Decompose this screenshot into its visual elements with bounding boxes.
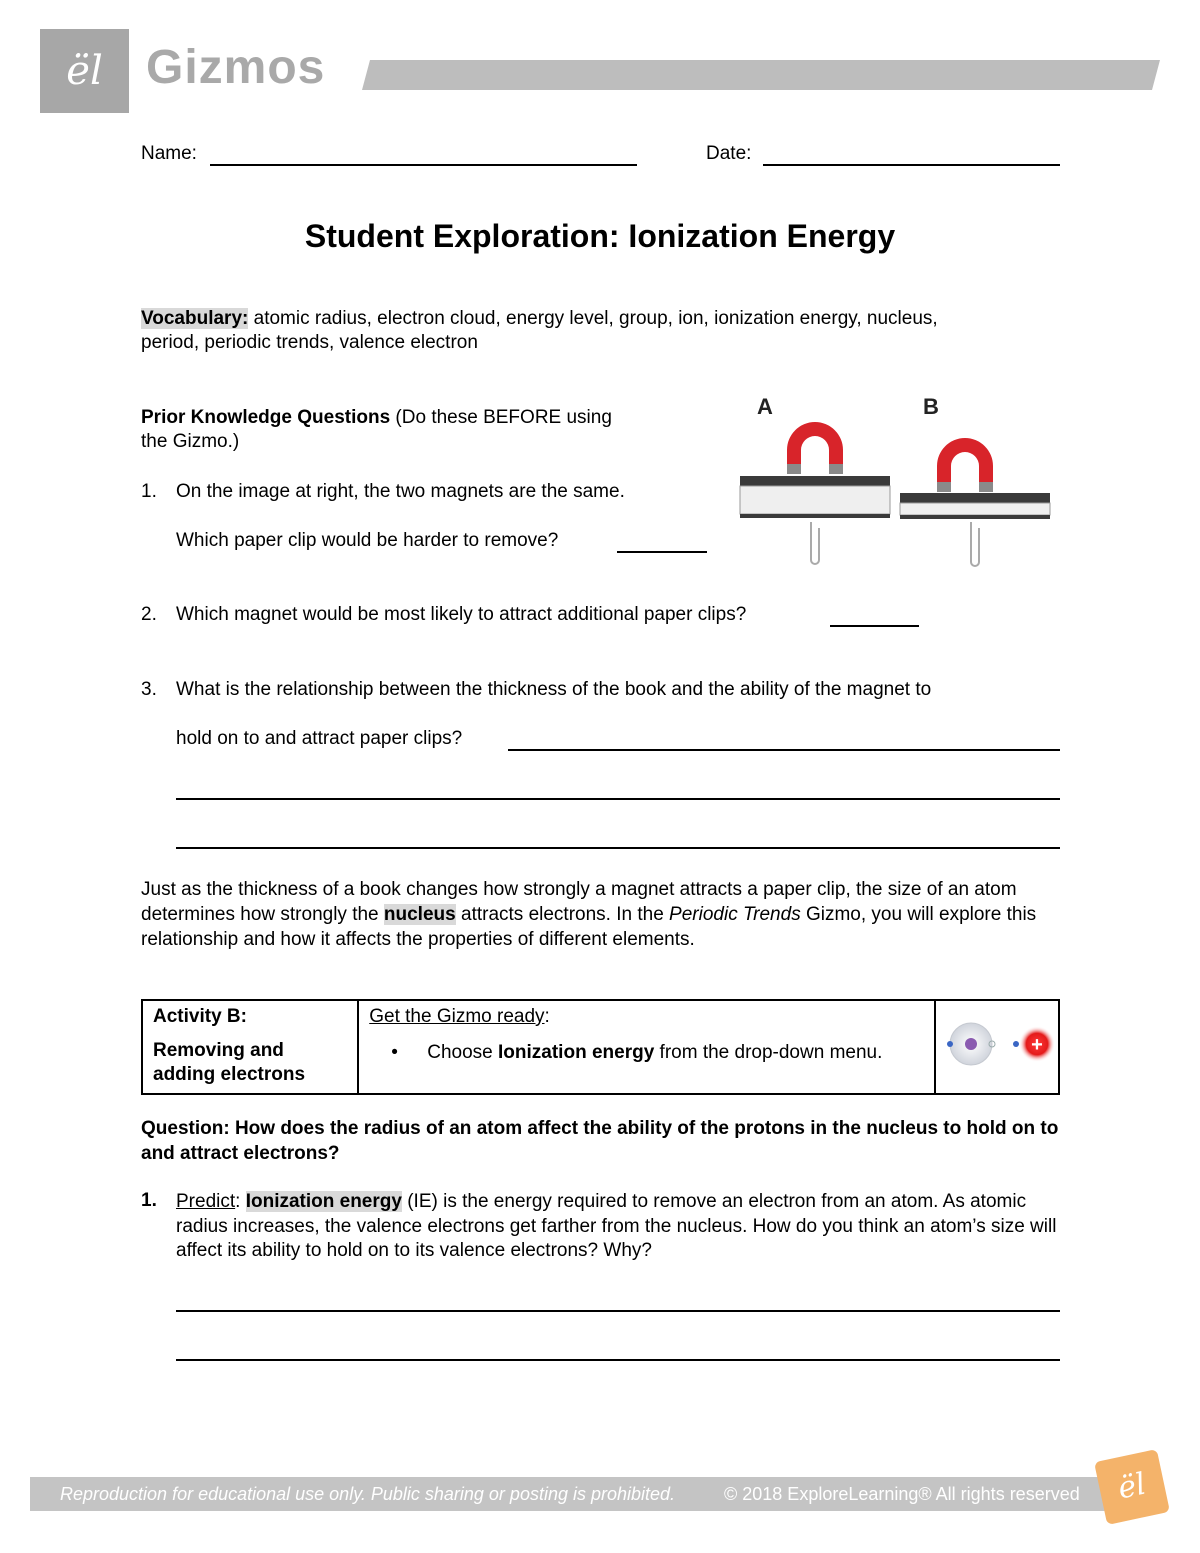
bullet-pre: Choose xyxy=(427,1042,499,1063)
predict-label: Predict xyxy=(176,1191,236,1212)
q3-answer-line-1[interactable] xyxy=(508,749,1060,751)
name-label: Name: xyxy=(141,143,197,164)
activity-label: Activity B: xyxy=(153,1006,247,1027)
q1-answer-field[interactable] xyxy=(617,551,707,553)
activity-subtitle: Removing and adding electrons xyxy=(153,1040,306,1085)
prior-heading-bold: Prior Knowledge Questions xyxy=(141,407,391,428)
activity-instructions-cell xyxy=(358,1000,934,1094)
bullet-icon: • xyxy=(391,1042,398,1063)
vocabulary xyxy=(141,307,1061,355)
intro-part3: Gizmo, you will explore this relationship and how it affects the properties of different elements. xyxy=(141,904,1037,950)
intro-part1: Just as the thickness of a book changes how strongly a magnet attracts a paper clip, the size of an atom determines how strongly the xyxy=(141,879,1017,925)
footer-logo xyxy=(1094,1449,1170,1525)
q1-number: 1. xyxy=(141,481,157,502)
q3-text: What is the relationship between the thickness of the book and the ability of the magnet to xyxy=(176,679,932,700)
paperclip-b xyxy=(971,522,979,566)
prior-knowledge-heading xyxy=(141,406,701,454)
intro-part2: attracts electrons. In the xyxy=(455,904,670,925)
book-a-pages xyxy=(740,486,890,514)
activity-image-cell xyxy=(935,1000,1059,1094)
q3-number: 3. xyxy=(141,679,157,700)
instruction-bullet xyxy=(369,1041,923,1065)
name-field[interactable] xyxy=(210,164,637,166)
predict-answer-line-1[interactable] xyxy=(176,1310,1060,1312)
logo-glyph: ël xyxy=(66,48,103,94)
nucleus-term: nucleus xyxy=(383,904,456,925)
activity-label-cell xyxy=(142,1000,358,1094)
gizmo-ready-colon: : xyxy=(544,1006,550,1027)
predict-number: 1. xyxy=(141,1190,157,1211)
gizmos-brand: Gizmos xyxy=(146,41,326,94)
q1-subquestion: Which paper clip would be harder to remove? xyxy=(176,530,559,551)
book-b-cover xyxy=(900,493,1050,503)
q3-answer-line-3[interactable] xyxy=(176,847,1060,849)
prior-heading-line2: the Gizmo.) xyxy=(141,431,240,452)
predict-body: (IE) is the energy required to remove an electron from an atom. As atomic radius increases, the valence electrons get farther from the nucleus. How do you think an atom’s size will affect its ability to hold on to its valence electrons? Why? xyxy=(176,1191,1057,1261)
footer-copyright: © 2018 ExploreLearning® All rights reserved xyxy=(724,1484,1080,1504)
plus-sign: + xyxy=(1030,1034,1043,1056)
magnet-label-b: B xyxy=(923,394,939,419)
vocabulary-line2: period, periodic trends, valence electron xyxy=(141,332,478,353)
activity-table xyxy=(141,999,1060,1095)
magnets-image xyxy=(735,392,1055,572)
intro-paragraph xyxy=(141,877,1061,952)
predict-colon: : xyxy=(235,1191,246,1212)
q2-answer-field[interactable] xyxy=(830,625,919,627)
explorelearning-logo xyxy=(40,29,129,113)
gizmo-name: Periodic Trends xyxy=(669,904,801,925)
gizmo-ready-label: Get the Gizmo ready xyxy=(369,1006,545,1027)
q3-subquestion: hold on to and attract paper clips? xyxy=(176,728,463,749)
bullet-post: from the drop-down menu. xyxy=(654,1042,883,1063)
q2-number: 2. xyxy=(141,604,157,625)
date-label: Date: xyxy=(706,143,752,164)
footer-disclaimer: Reproduction for educational use only. Public sharing or posting is prohibited. xyxy=(60,1484,676,1504)
book-b-pages xyxy=(900,503,1050,515)
q1-text: On the image at right, the two magnets are the same. xyxy=(176,481,625,502)
q3-answer-line-2[interactable] xyxy=(176,798,1060,800)
header-bar xyxy=(362,60,1160,90)
ionization-energy-term: Ionization energy xyxy=(245,1191,402,1212)
vocabulary-line1: atomic radius, electron cloud, energy level, group, ion, ionization energy, nucleus, xyxy=(248,308,938,329)
paperclip-a xyxy=(811,522,819,564)
page-title: Student Exploration: Ionization Energy xyxy=(304,218,896,254)
predict-text xyxy=(176,1190,1061,1264)
predict-answer-line-2[interactable] xyxy=(176,1359,1060,1361)
vocabulary-label: Vocabulary: xyxy=(141,308,249,329)
book-a-cover xyxy=(740,476,890,486)
bullet-term: Ionization energy xyxy=(498,1042,655,1063)
q2-text: Which magnet would be most likely to attract additional paper clips? xyxy=(176,604,747,625)
main-question: Question: How does the radius of an atom affect the ability of the protons in the nucleus to hold on to and attract electrons? xyxy=(141,1118,1059,1164)
magnet-label-a: A xyxy=(757,394,773,419)
prior-heading-rest: (Do these BEFORE using xyxy=(390,407,612,428)
atom-ion-icon xyxy=(936,1001,1056,1087)
date-field[interactable] xyxy=(763,164,1060,166)
footer-logo-glyph: ël xyxy=(1114,1466,1149,1507)
